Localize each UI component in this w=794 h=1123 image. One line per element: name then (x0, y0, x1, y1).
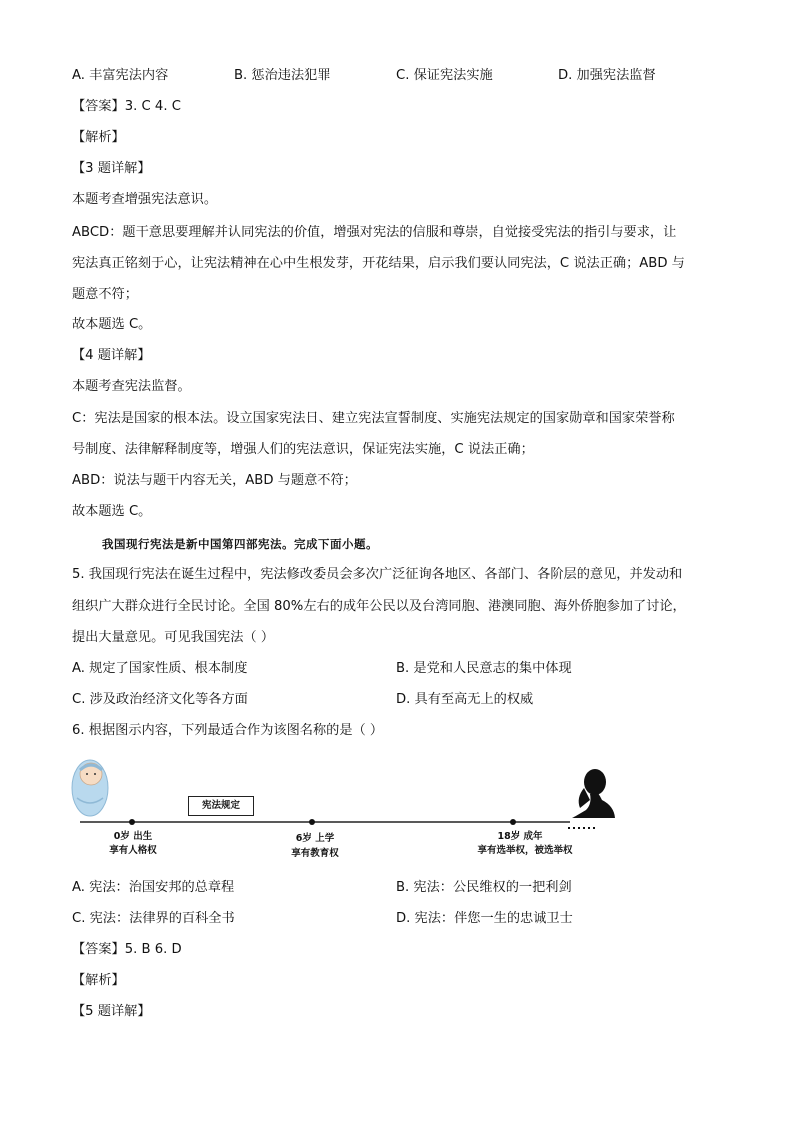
analysis-heading: 【解析】 (72, 973, 125, 988)
analysis-heading: 【解析】 (72, 130, 125, 145)
constitution-timeline-figure (70, 758, 630, 863)
option-d: D. 宪法：伴您一生的忠诚卫士 (396, 911, 573, 926)
option-a: A. 规定了国家性质、根本制度 (72, 661, 248, 676)
timeline-point-school (309, 819, 315, 825)
detail-text: ABD：说法与题干内容无关，ABD 与题意不符； (72, 473, 357, 488)
detail-text: 故本题选 C。 (72, 504, 152, 519)
answer-line: 【答案】3. C 4. C (72, 99, 181, 114)
detail-text: 故本题选 C。 (72, 317, 152, 332)
detail-text: 宪法真正铭刻于心，让宪法精神在心中生根发芽，开花结果，启示我们要认同宪法，C 说法正确；ABD 与 (72, 256, 685, 271)
detail-text: 题意不符； (72, 287, 138, 302)
timeline-label-bottom: 享有人格权 (109, 845, 157, 856)
question-text: 组织广大群众进行全民讨论。全国 80%左右的成年公民以及台湾同胞、港澳同胞、海外侨胞参加了讨论， (72, 599, 686, 614)
baby-icon (72, 760, 108, 816)
adult-silhouette-icon (572, 769, 615, 818)
option-a: A. 丰富宪法内容 (72, 68, 169, 83)
detail-text: ABCD：题干意思要理解并认同宪法的价值，增强对宪法的信服和尊崇，自觉接受宪法的指引与要求，让 (72, 225, 677, 240)
timeline-label-bottom: 享有选举权，被选举权 (477, 845, 573, 856)
answer-line: 【答案】5. B 6. D (72, 942, 182, 957)
option-d: D. 加强宪法监督 (558, 68, 656, 83)
detail-text: C：宪法是国家的根本法。设立国家宪法日、建立宪法宣誓制度、实施宪法规定的国家勋章和国家荣誉称 (72, 411, 675, 426)
question-text: 5. 我国现行宪法在诞生过程中，宪法修改委员会多次广泛征询各地区、各部门、各阶层的意见，并发动和 (72, 567, 683, 582)
option-a: A. 宪法：治国安邦的总章程 (72, 880, 235, 895)
timeline-point-birth (129, 819, 135, 825)
option-c: C. 保证宪法实施 (396, 68, 493, 83)
constitution-provision-box: 宪法规定 (188, 796, 254, 816)
detail-heading: 【3 题详解】 (72, 161, 151, 176)
detail-text: 本题考查宪法监督。 (72, 379, 191, 394)
detail-text: 号制度、法律解释制度等，增强人们的宪法意识，保证宪法实施，C 说法正确； (72, 442, 534, 457)
timeline-label-bottom: 享有教育权 (291, 848, 339, 859)
group-hint: 我国现行宪法是新中国第四部宪法。完成下面小题。 (102, 537, 378, 551)
timeline-label-top: 0岁 出生 (113, 831, 153, 842)
question-text: 6. 根据图示内容，下列最适合作为该图名称的是（ ） (72, 723, 384, 738)
detail-text: 本题考查增强宪法意识。 (72, 192, 218, 207)
option-c: C. 涉及政治经济文化等各方面 (72, 692, 248, 707)
detail-heading: 【5 题详解】 (72, 1004, 151, 1019)
option-b: B. 惩治违法犯罪 (234, 68, 331, 83)
timeline-label-top: 6岁 上学 (295, 833, 335, 844)
timeline-label-top: 18岁 成年 (497, 831, 543, 842)
detail-heading: 【4 题详解】 (72, 348, 151, 363)
timeline-point-adult (510, 819, 516, 825)
option-b: B. 是党和人民意志的集中体现 (396, 661, 572, 676)
option-c: C. 宪法：法律界的百科全书 (72, 911, 235, 926)
option-b: B. 宪法：公民维权的一把利剑 (396, 880, 572, 895)
question-text: 提出大量意见。可见我国宪法（ ） (72, 630, 275, 645)
option-d: D. 具有至高无上的权威 (396, 692, 534, 707)
